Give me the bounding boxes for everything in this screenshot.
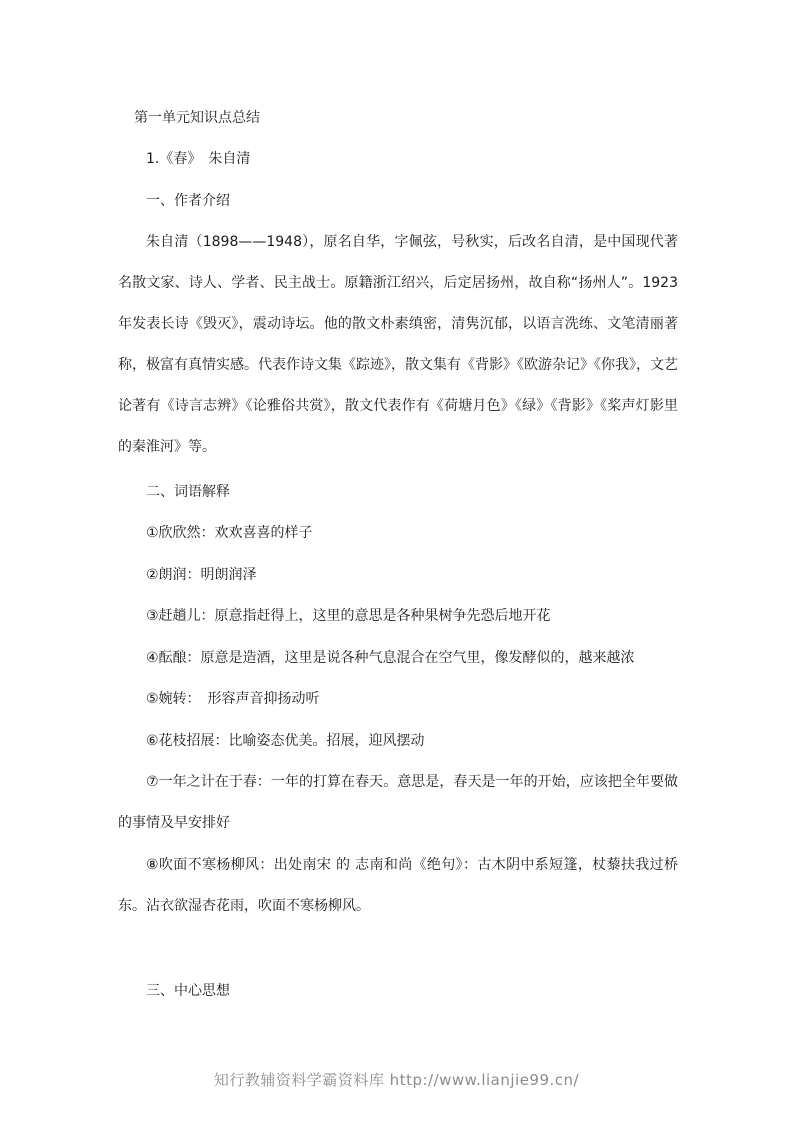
author-paragraph: 朱自清（1898——1948），原名自华，字佩弦，号秋实，后改名自清，是中国现代著名散文家、诗人、学者、民主战士。原籍浙江绍兴，后定居扬州，故自称“扬州人”。1923年发表长诗《毁灭》，震动诗坛。他的散文朴素缜密，清隽沉郁，以语言洗练、文笔清丽著称，极富有真情实感。代表作诗文集《踪迹》，散文集有《背影》《欧游杂记》《你我》，文艺论著有《诗言志辨》《论雅俗共赏》，散文代表作有《荷塘月色》《绿》《背影》《桨声灯影里的秦淮河》等。 (118, 234, 678, 455)
vocab-item-8: ⑧吹面不寒杨柳风：出处南宋 的 志南和尚《绝句》：古木阴中系短篷，杖藜扶我过桥东。沾衣欲湿杏花雨，吹面不寒杨柳风。 (118, 857, 678, 914)
vocab-item: ③赶趟儿：原意指赶得上，这里的意思是各种果树争先恐后地开花 (146, 608, 551, 624)
unit-title: 第一单元知识点总结 (134, 110, 260, 126)
footer-watermark: 知行教辅资料学霸资料库 http://www.lianjie99.cn/ (213, 1071, 580, 1089)
vocab-item: ④酝酿：原意是造酒，这里是说各种气息混合在空气里，像发酵似的，越来越浓 (146, 650, 635, 666)
vocab-item: ①欣欣然：欢欢喜喜的样子 (146, 525, 313, 541)
vocab-item: ⑤婉转： 形容声音抑扬动听 (146, 691, 320, 707)
section-heading-author: 一、作者介绍 (146, 193, 230, 209)
vocab-item-7: ⑦一年之计在于春：一年的打算在春天。意思是，春天是一年的开始，应该把全年要做的事情及早安排好 (118, 774, 678, 831)
vocab-item: ⑥花枝招展：比喻姿态优美。招展，迎风摆动 (146, 733, 425, 749)
section-heading-vocab: 二、词语解释 (146, 484, 230, 500)
vocab-item: ②朗润：明朗润泽 (146, 567, 257, 583)
lesson-title: 1.《春》 朱自清 (146, 151, 251, 167)
section-heading-central-idea: 三、中心思想 (146, 983, 230, 999)
